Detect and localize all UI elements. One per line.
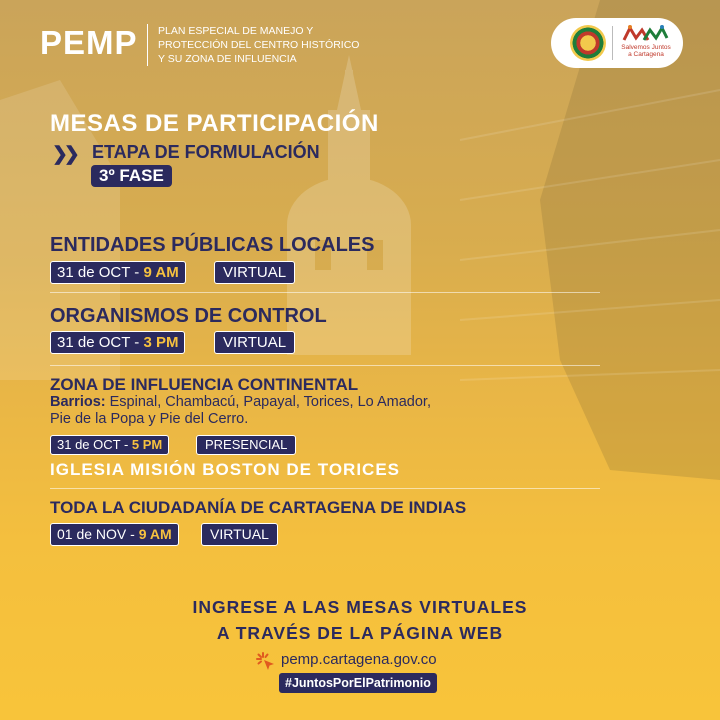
partner-slogan-line: Salvemos Juntos xyxy=(621,44,671,51)
session-title: ENTIDADES PÚBLICAS LOCALES xyxy=(50,234,375,256)
session-date: 31 de OCT - xyxy=(57,264,144,281)
plan-description-line: PLAN ESPECIAL DE MANEJO Y xyxy=(158,25,314,37)
session-time: 3 PM xyxy=(143,334,179,351)
session-title: TODA LA CIUDADANÍA DE CARTAGENA DE INDIAS xyxy=(50,498,467,517)
plan-description-line: Y SU ZONA DE INFLUENCIA xyxy=(158,53,297,65)
session-date-badge xyxy=(50,523,179,546)
session-date-badge xyxy=(50,261,186,284)
double-chevron-right-icon: ❯❯ xyxy=(52,144,76,165)
pemp-logo: PEMP xyxy=(40,24,138,61)
barrios-names: Espinal, Chambacú, Papayal, Torices, Lo Amador, xyxy=(105,394,431,410)
phase-badge: 3º FASE xyxy=(91,165,172,187)
cta-line: INGRESE A LAS MESAS VIRTUALES xyxy=(192,597,528,617)
session-date-badge xyxy=(50,435,169,455)
plan-description-line: PROTECCIÓN DEL CENTRO HISTÓRICO xyxy=(158,39,360,51)
session-time: 5 PM xyxy=(131,437,163,452)
session-mode-badge: PRESENCIAL xyxy=(196,435,296,455)
main-title: MESAS DE PARTICIPACIÓN xyxy=(50,110,379,137)
session-date: 01 de NOV - xyxy=(57,526,139,542)
section-divider xyxy=(50,488,600,489)
header-divider xyxy=(147,24,148,66)
barrios-label: Barrios: xyxy=(50,394,106,410)
cartagena-seal-icon xyxy=(570,25,606,61)
partner-divider xyxy=(612,26,613,60)
section-divider xyxy=(50,365,600,366)
website-link[interactable]: pemp.cartagena.gov.co xyxy=(281,651,437,668)
session-venue: IGLESIA MISIÓN BOSTON DE TORICES xyxy=(50,460,401,479)
session-mode-badge: VIRTUAL xyxy=(201,523,278,546)
session-date: 31 de OCT - xyxy=(57,437,132,452)
click-icon xyxy=(255,651,277,673)
section-divider xyxy=(50,292,600,293)
salvemos-juntos-logo-icon xyxy=(620,24,670,44)
session-time: 9 AM xyxy=(143,264,179,281)
partner-slogan xyxy=(616,44,676,58)
stage-label: ETAPA DE FORMULACIÓN xyxy=(92,142,320,162)
barrios-list xyxy=(50,394,590,428)
session-mode-badge: VIRTUAL xyxy=(214,331,295,354)
cta-line: A TRAVÉS DE LA PÁGINA WEB xyxy=(216,623,504,643)
session-title: ORGANISMOS DE CONTROL xyxy=(50,305,327,327)
barrios-names: Pie de la Popa y Pie del Cerro. xyxy=(50,411,249,427)
partner-slogan-line: a Cartagena xyxy=(628,51,664,58)
hashtag-badge: #JuntosPorElPatrimonio xyxy=(279,673,437,693)
session-mode-badge: VIRTUAL xyxy=(214,261,295,284)
session-time: 9 AM xyxy=(138,526,172,542)
plan-description xyxy=(158,24,368,66)
session-date: 31 de OCT - xyxy=(57,334,144,351)
session-date-badge xyxy=(50,331,185,354)
session-title: ZONA DE INFLUENCIA CONTINENTAL xyxy=(50,375,359,394)
